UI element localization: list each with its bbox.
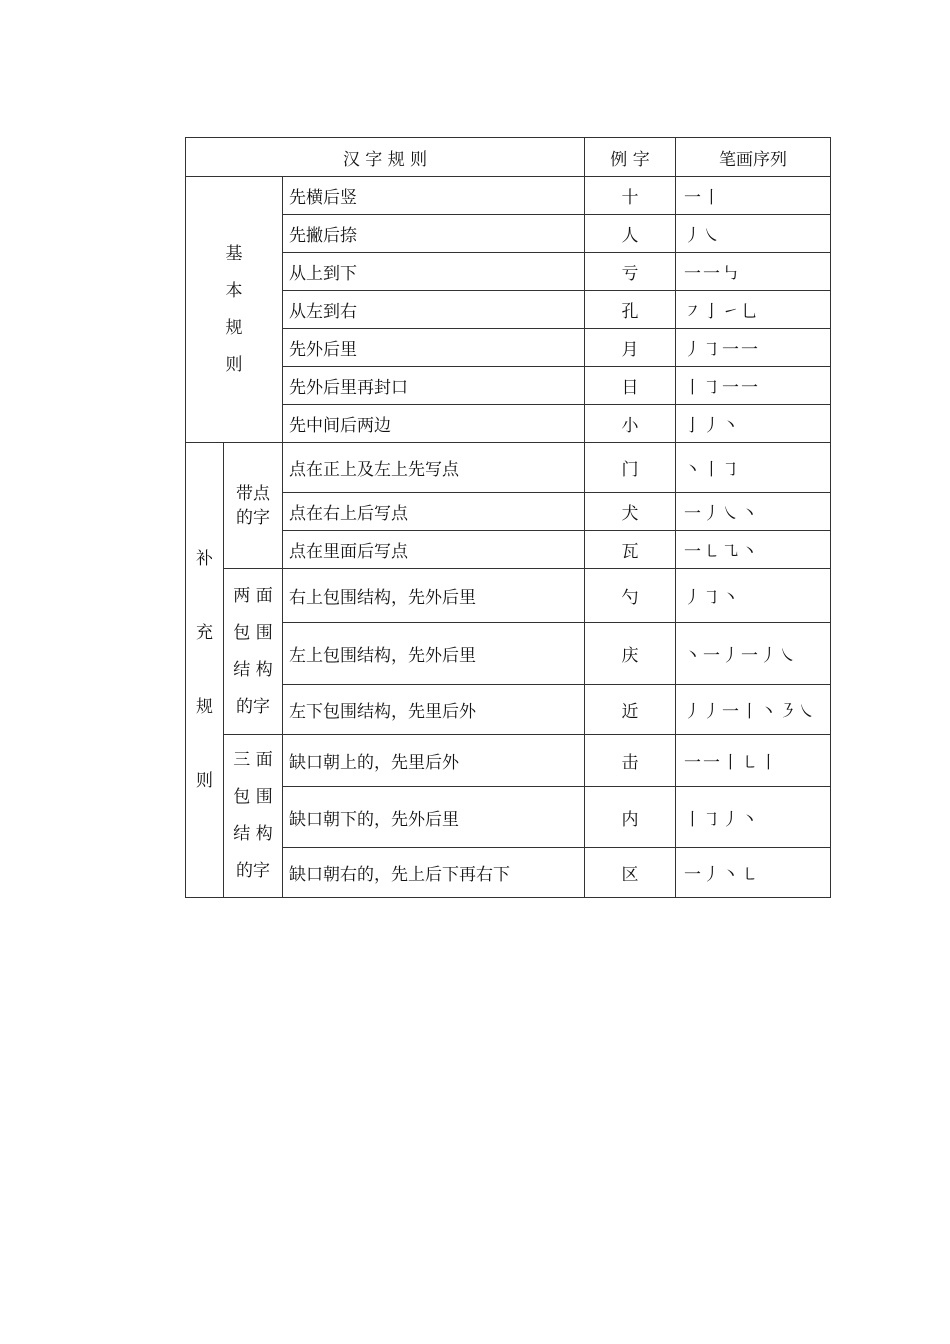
- table-row: [186, 787, 831, 848]
- table-row: [186, 735, 831, 787]
- example-char: 内: [585, 787, 676, 848]
- table-row: [186, 493, 831, 531]
- example-char: 近: [585, 685, 676, 735]
- table-row: [186, 569, 831, 623]
- example-char: 亏: [585, 253, 676, 291]
- example-char: 瓦: [585, 531, 676, 569]
- supplement-rules-label: 补 充 规 则: [186, 443, 224, 898]
- example-char: 人: [585, 215, 676, 253]
- rule-text: 右上包围结构，先外后里: [283, 569, 585, 623]
- stroke-sequence: 亅丿丶: [676, 405, 831, 443]
- example-char: 勺: [585, 569, 676, 623]
- table-row: [186, 623, 831, 685]
- header-rule: 汉 字 规 则: [186, 138, 585, 177]
- rule-text: 缺口朝下的，先外后里: [283, 787, 585, 848]
- rule-text: 从左到右: [283, 291, 585, 329]
- subgroup-label-dots: 带点 的字: [224, 443, 283, 569]
- stroke-sequence: 丿㇆丶: [676, 569, 831, 623]
- table-row: [186, 177, 831, 215]
- stroke-sequence: 一丿㇏丶: [676, 493, 831, 531]
- basic-rules-label: 基 本 规 则: [186, 177, 283, 443]
- example-char: 区: [585, 848, 676, 898]
- rule-text: 先外后里: [283, 329, 585, 367]
- stroke-sequence: 一丨: [676, 177, 831, 215]
- example-char: 十: [585, 177, 676, 215]
- rule-text: 左上包围结构，先外后里: [283, 623, 585, 685]
- rule-text: 先撇后捺: [283, 215, 585, 253]
- table-row: [186, 531, 831, 569]
- table-row: [186, 253, 831, 291]
- rule-text: 先横后竖: [283, 177, 585, 215]
- table-row: [186, 685, 831, 735]
- stroke-sequence: 丶丨㇆: [676, 443, 831, 493]
- table-row: [186, 367, 831, 405]
- subgroup-label-two-side: 两 面 包 围 结 构 的字: [224, 569, 283, 735]
- rule-text: 点在正上及左上先写点: [283, 443, 585, 493]
- rule-text: 缺口朝右的，先上后下再右下: [283, 848, 585, 898]
- example-char: 犬: [585, 493, 676, 531]
- example-char: 孔: [585, 291, 676, 329]
- stroke-sequence: ㇇亅㇀乚: [676, 291, 831, 329]
- example-char: 月: [585, 329, 676, 367]
- table-row: [186, 291, 831, 329]
- rule-text: 缺口朝上的，先里后外: [283, 735, 585, 787]
- table-row: [186, 405, 831, 443]
- stroke-sequence: 丿丿一丨丶㇋㇏: [676, 685, 831, 735]
- example-char: 日: [585, 367, 676, 405]
- table-row: [186, 329, 831, 367]
- stroke-sequence: 一一㇉: [676, 253, 831, 291]
- table-row: [186, 443, 831, 493]
- header-example: 例 字: [585, 138, 676, 177]
- rule-text: 先外后里再封口: [283, 367, 585, 405]
- stroke-sequence: 丨㇆丿丶: [676, 787, 831, 848]
- rule-text: 先中间后两边: [283, 405, 585, 443]
- stroke-sequence: 丶一丿一丿㇏: [676, 623, 831, 685]
- subgroup-label-three-side: 三 面 包 围 结 构 的字: [224, 735, 283, 898]
- stroke-sequence: 一一丨㇄丨: [676, 735, 831, 787]
- stroke-sequence: 丿㇆一一: [676, 329, 831, 367]
- stroke-order-rules-table: [185, 137, 831, 898]
- example-char: 庆: [585, 623, 676, 685]
- table-row: [186, 848, 831, 898]
- stroke-sequence: 丿㇏: [676, 215, 831, 253]
- example-char: 小: [585, 405, 676, 443]
- stroke-sequence: 丨㇆一一: [676, 367, 831, 405]
- rule-text: 点在里面后写点: [283, 531, 585, 569]
- example-char: 门: [585, 443, 676, 493]
- table-row: [186, 215, 831, 253]
- table-header-row: [186, 138, 831, 177]
- rule-text: 点在右上后写点: [283, 493, 585, 531]
- rule-text: 左下包围结构，先里后外: [283, 685, 585, 735]
- stroke-sequence: 一㇄㇈丶: [676, 531, 831, 569]
- example-char: 击: [585, 735, 676, 787]
- rule-text: 从上到下: [283, 253, 585, 291]
- header-strokes: 笔画序列: [676, 138, 831, 177]
- stroke-sequence: 一丿丶㇄: [676, 848, 831, 898]
